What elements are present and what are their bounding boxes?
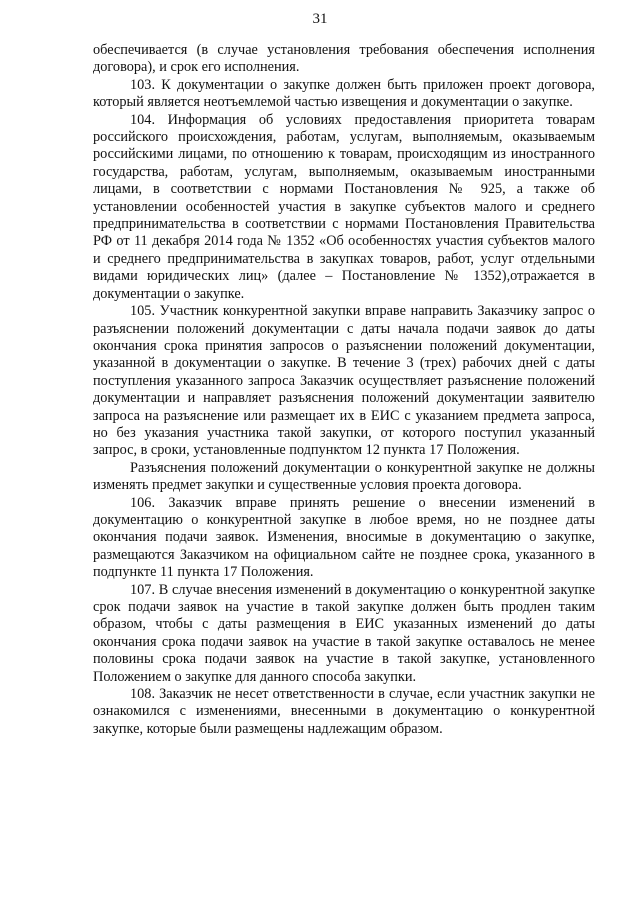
paragraph-105-clarifications: Разъяснения положений документации о конкурентной закупке не должны изменять предмет закупки и существенные условия проекта договора.: [93, 459, 595, 494]
paragraph-106: 106. Заказчик вправе принять решение о внесении изменений в документацию о конкурентной закупке в любое время, но не позднее даты окончания подачи заявок. Изменения, вносимые в документацию о закупке, размещаются Заказчиком на официальном сайте не позднее срока, указанного в подпункте 11 пункта 17 Положения.: [93, 494, 595, 581]
paragraph-104: 104. Информация об условиях предоставления приоритета товарам российского происхождения, работам, услугам, выполняемым, оказываемым российскими лицами, по отношению к товарам, происходящим из иностранного государства, работам, услугам, выполняемым, оказываемым иностранными лицами, в соответствии с нормами Постановления № 925, а также об установлении особенностей участия в закупке субъектов малого и среднего предпринимательства в соответствии с нормами Постановления Правительства РФ от 11 декабря 2014 года № 1352 «Об особенностях участия субъектов малого и среднего предпринимательства в закупках товаров, работ, услуг отдельными видами юридических лиц» (далее – Постановление № 1352),отражается в документации о закупке.: [93, 111, 595, 302]
paragraph-105: 105. Участник конкурентной закупки вправе направить Заказчику запрос о разъяснении положений документации с даты начала подачи заявок до даты окончания срока принятия запросов о разъяснении положений документации, указанной в документации о закупке. В течение 3 (трех) рабочих дней с даты поступления указанного запроса Заказчик осуществляет разъяснение положений документации и направляет разъяснения положений документации заявителю запроса на разъяснение или размещает их в ЕИС с указанием предмета запроса, но без указания участника такой закупки, от которого поступил указанный запрос, в сроки, установленные подпунктом 12 пункта 17 Положения.: [93, 303, 595, 459]
page-number: 31: [312, 11, 328, 27]
paragraph-107: 107. В случае внесения изменений в документацию о конкурентной закупке срок подачи заявок на участие в такой закупке должен быть продлен таким образом, чтобы с даты размещения в ЕИС указанных изменений до даты окончания срока подачи заявок на участие в такой закупке оставалось не менее половины срока подачи заявок на участие в такой закупке, установленного Положением о закупке для данного способа закупки.: [93, 581, 595, 685]
paragraph-continuation: обеспечивается (в случае установления требования обеспечения исполнения договора), и срок его исполнения.: [93, 42, 595, 76]
paragraph-103: 103. К документации о закупке должен быть приложен проект договора, который является неотъемлемой частью извещения и документации о закупке.: [93, 76, 595, 111]
paragraph-108: 108. Заказчик не несет ответственности в случае, если участник закупки не ознакомился с изменениями, внесенными в документацию о конкурентной закупке, которые были размещены надлежащим образом.: [93, 686, 595, 737]
document-body: [93, 42, 595, 738]
